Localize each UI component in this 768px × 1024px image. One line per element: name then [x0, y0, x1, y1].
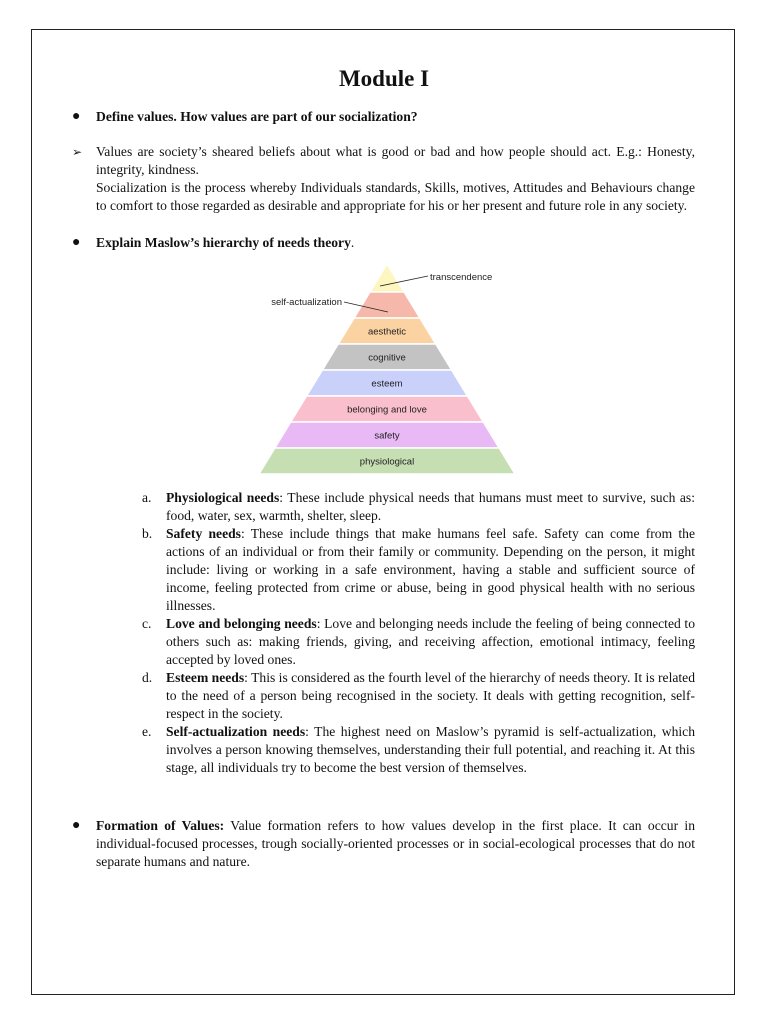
- formation-paragraph: [96, 817, 695, 871]
- need-text: : The highest need on Maslow’s pyramid is self-actualization, which involves a person knowing themselves, understanding their full potential, and reaching it. At this stage, all individuals try to become the best version of themselves.: [166, 724, 695, 775]
- need-text: : This is considered as the fourth level of the hierarchy of needs theory. It is related to the need of a person being recognised in the society. It deals with getting recognition, self-respect in the society.: [166, 670, 696, 721]
- need-term: Self-actualization needs: [166, 724, 306, 739]
- need-item: [142, 669, 695, 723]
- answer-values: [96, 143, 695, 215]
- pyramid-level: [354, 292, 420, 318]
- question-maslow-end: .: [350, 235, 355, 250]
- need-marker: e.: [142, 724, 152, 739]
- answer-values-line: Values are society’s sheared beliefs about what is good or bad and how people should act. E.g.: Honesty, integrity, kindness.: [96, 144, 695, 177]
- bullet-dot: ●: [72, 818, 81, 833]
- callout-transcendence: transcendence: [430, 272, 493, 283]
- need-term: Esteem needs: [166, 670, 245, 685]
- formation-text: Value formation refers to how values develop in the first place. It can occur in individual-focused processes, trough socially-oriented processes or in social-ecological processes that do not separate humans and nature.: [96, 818, 695, 869]
- answer-socialization-line: Socialization is the process whereby Individuals standards, Skills, motives, Attitudes and Behaviours change to comfort to those regarded as desirable and appropriate for his or her present and future role in any society.: [96, 180, 695, 213]
- arrow-bullet-icon: ➢: [72, 145, 83, 159]
- pyramid-level-label: physiological: [359, 456, 415, 468]
- bullet-dot: ●: [72, 235, 81, 250]
- question-maslow-text: Explain Maslow’s hierarchy of needs theory: [96, 235, 351, 250]
- need-text: : Love and belonging needs include the feeling of being connected to others such as: making friends, giving, and receiving affection, emotional intimacy, feeling accepted by loved ones.: [166, 616, 695, 667]
- pyramid-level-label: belonging and love: [347, 404, 427, 416]
- need-item: [142, 525, 695, 615]
- question-maslow: [96, 234, 354, 252]
- need-item: [142, 723, 695, 777]
- pyramid-level: [370, 264, 404, 292]
- callout-self-actualization: self-actualization: [271, 297, 342, 308]
- need-item: [142, 615, 695, 669]
- needs-list: [142, 489, 695, 777]
- maslow-pyramid-diagram: [240, 262, 540, 480]
- need-marker: d.: [142, 670, 153, 685]
- pyramid-level-label: cognitive: [368, 352, 406, 364]
- pyramid-level-label: aesthetic: [367, 326, 407, 338]
- need-marker: a.: [142, 490, 152, 505]
- need-item: [142, 489, 695, 525]
- bullet-dot: ●: [72, 109, 81, 124]
- pyramid-level-label: safety: [374, 430, 400, 442]
- pyramid-level-label: esteem: [371, 378, 403, 390]
- need-term: Physiological needs: [166, 490, 280, 505]
- need-term: Love and belonging needs: [166, 616, 317, 631]
- need-marker: b.: [142, 526, 153, 541]
- need-text: : These include physical needs that humans must meet to survive, such as: food, water, sex, warmth, shelter, sleep.: [166, 490, 696, 523]
- need-marker: c.: [142, 616, 152, 631]
- question-values: Define values. How values are part of our socialization?: [96, 109, 418, 124]
- need-text: : These include things that make humans feel safe. Safety can come from the actions of an individual or from their family or community. Depending on the person, it might include: living or working in a safe environment, having a stable and sufficient source of income, feeling protected from crime or abuse, being in good physical health with no serious illnesses.: [166, 526, 695, 613]
- page-title: Module I: [338, 66, 430, 91]
- need-term: Safety needs: [166, 526, 241, 541]
- formation-term: Formation of Values:: [96, 818, 225, 833]
